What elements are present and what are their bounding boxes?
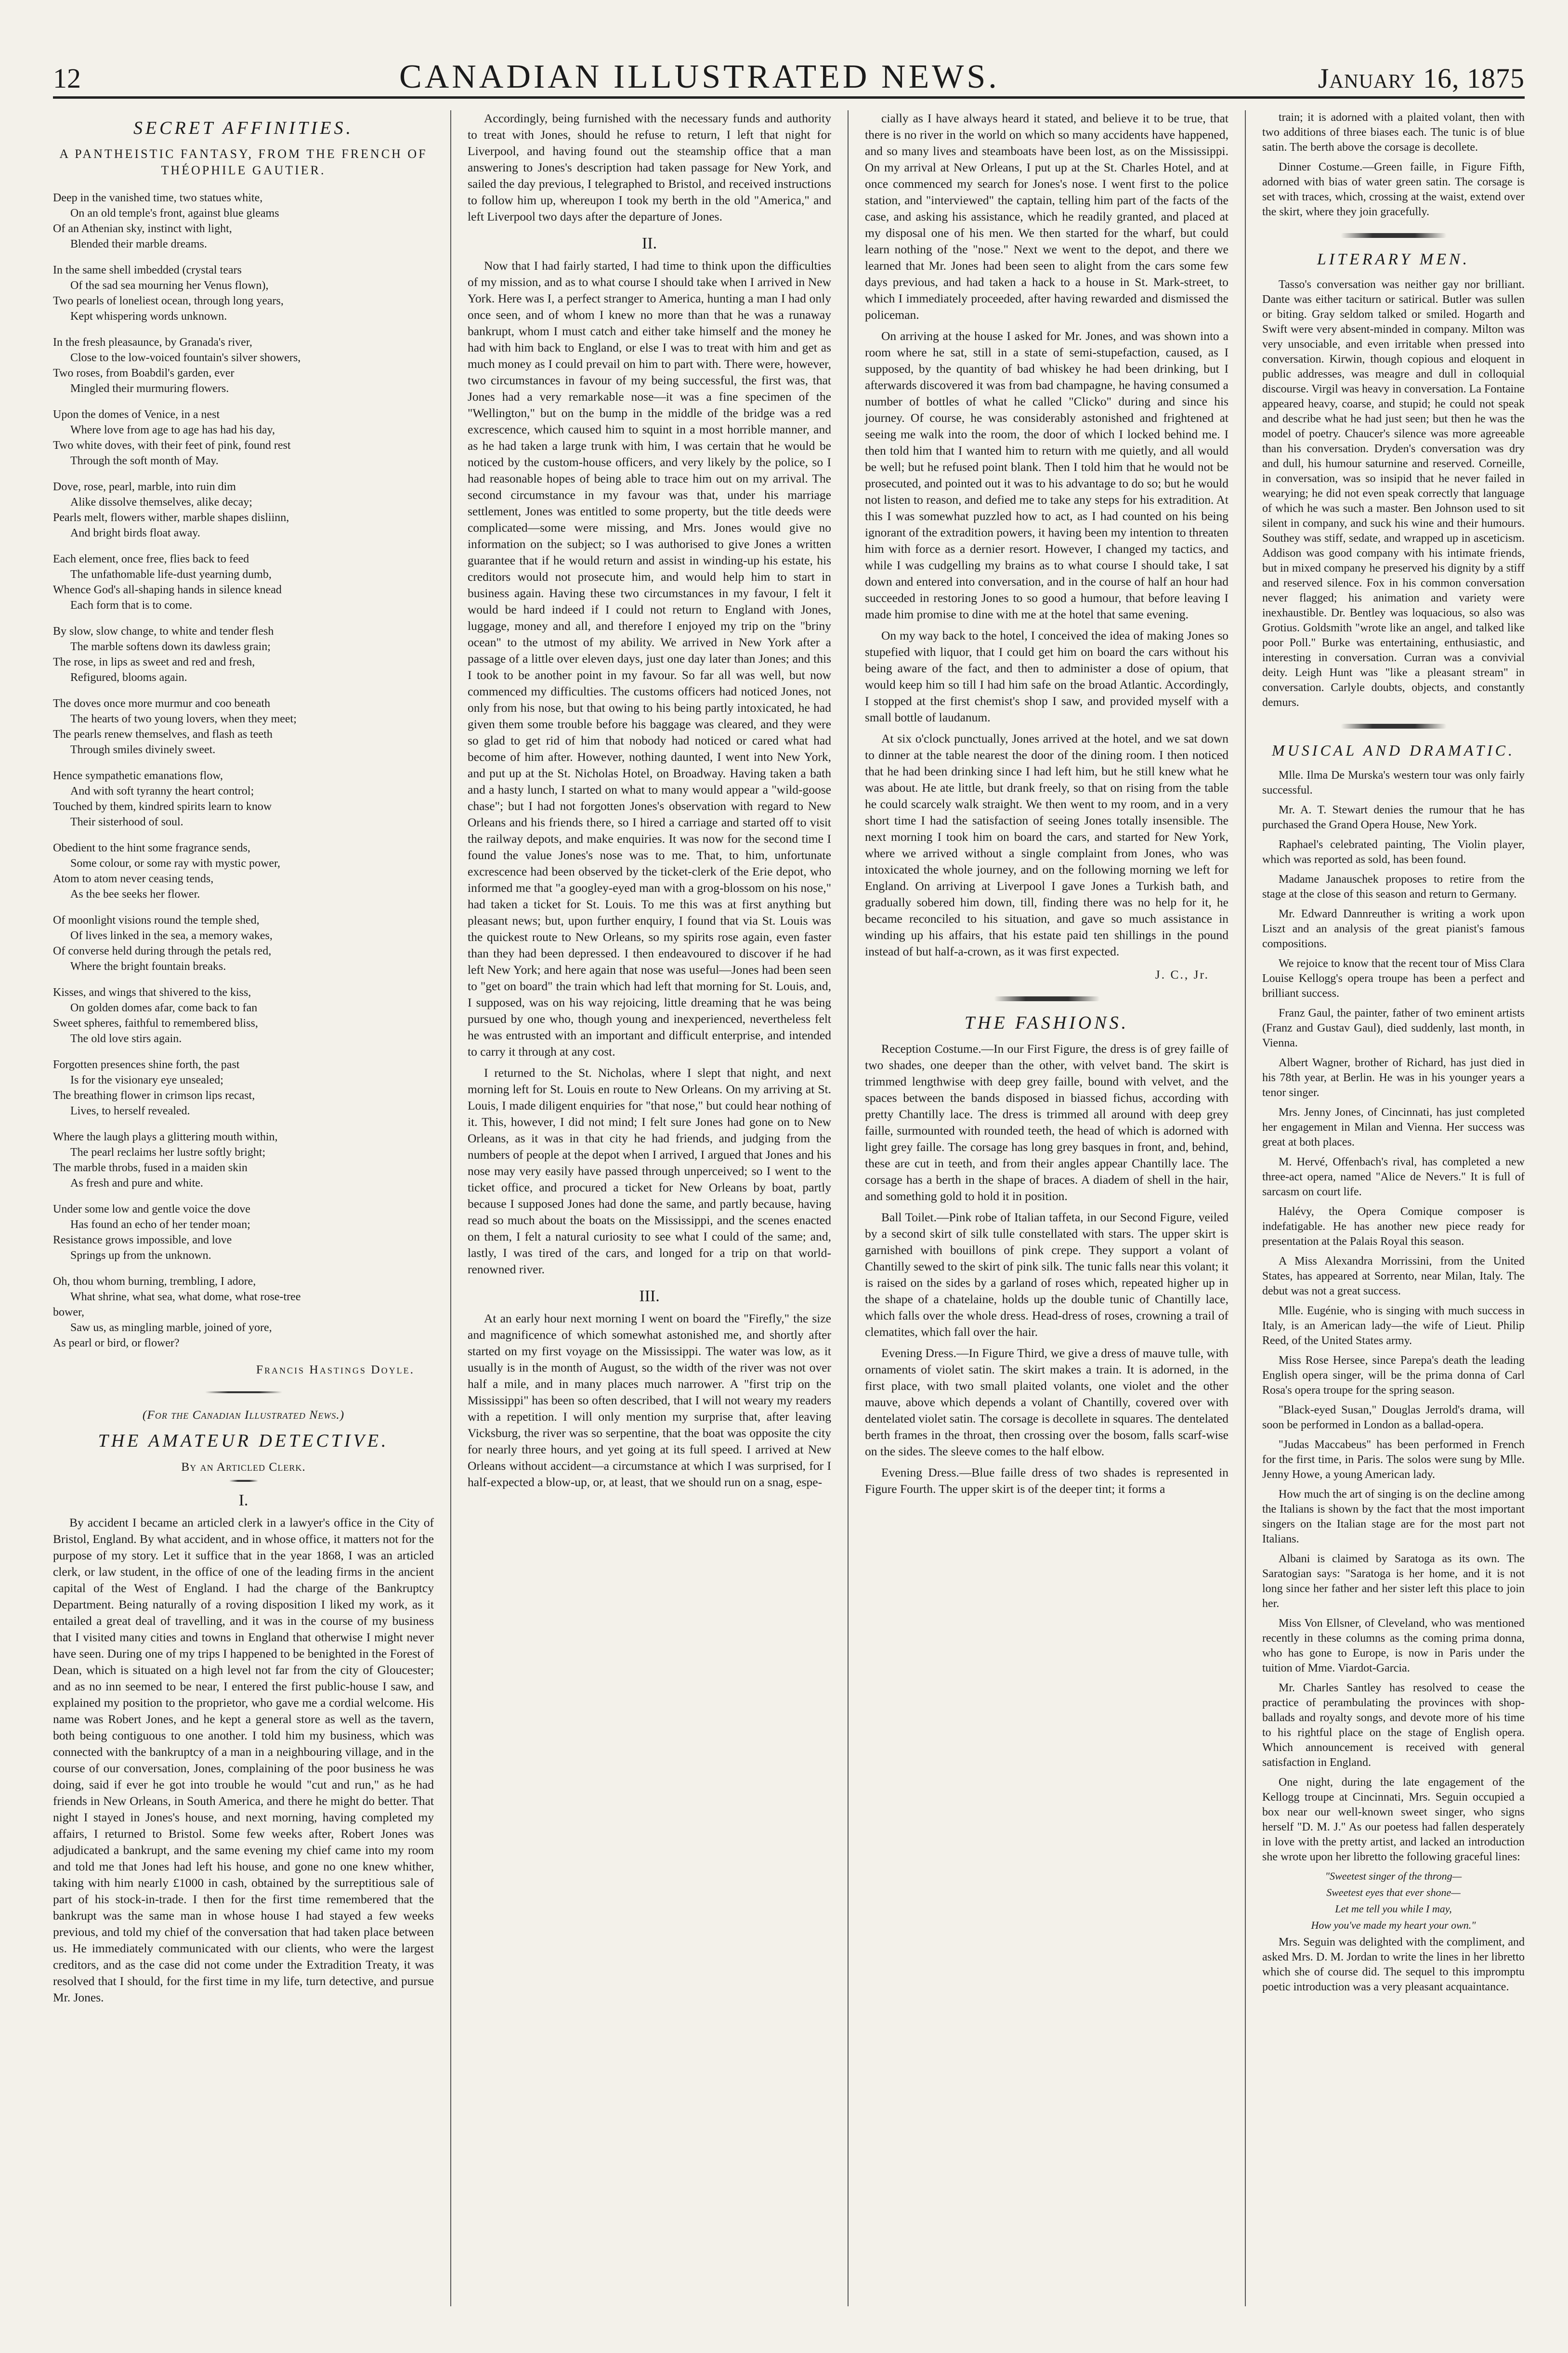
poem-line: Resistance grows impossible, and love [53, 1234, 232, 1246]
poem-line: Springs up from the unknown. [70, 1249, 211, 1262]
music-item: Mlle. Ilma De Murska's western tour was only fairly successful. [1262, 769, 1525, 797]
story-paragraph: At six o'clock punctually, Jones arrived at the hotel, and we sat down to dinner at the table nearest the door of the dining room. I then noticed that he had been drinking since I had left him, but he still knew what he was about. He ate little, but drank freely, so that on rising from the table he could scarcely walk straight. We then went to my room, and in a very short time I had the satisfaction of seeing Jones totally insensible. The next morning I took him on board the cars, and started for New York, where we arrived without a single complaint from Jones, who was intoxicated the whole journey, and on the following morning we left for England. On arriving at Liverpool I gave Jones a Turkish bath, and gradually sobered him down, till, finding there was no help for it, he became reconciled to his situation, and gave so much assistance in winding up his affairs, that his estate paid ten shillings in the pound instead of but half-a-crown, as it was first expected. [865, 732, 1228, 958]
music-item: Mr. A. T. Stewart denies the rumour that he has purchased the Grand Opera House, New York. [1262, 804, 1525, 831]
poem-line: Whence God's all-shaping hands in silence knead [53, 584, 282, 596]
poem-line: Close to the low-voiced fountain's silver showers, [70, 352, 301, 364]
poem-line: Refigured, blooms again. [70, 671, 187, 684]
story-paragraph: By accident I became an articled clerk in a lawyer's office in the City of Bristol, England. By what accident, and in whose office, it matters not for the purpose of my story. Let it suffice that in the year 1868, I was an articled clerk, or law student, in the office of one of the leading firms in the ancient capital of the West of England. I had the charge of the Bankruptcy Department. Being naturally of a roving disposition I liked my work, as it entailed a great deal of travelling, and it was in the course of my business that I visited many cities and towns in England that otherwise I might never have seen. During one of my trips I happened to be benighted in the Forest of Dean, which is situated on a high level not far from the city of Gloucester; and as no inn seemed to be near, I entered the first public-house I saw, and explained my position to the proprietor, who gave me a cordial welcome. His name was Robert Jones, and he kept a general store as well as the tavern, both being contiguous to one another. I told him my business, which was connected with the bankruptcy of a man in a neighbouring village, and in the course of our conversation, Jones, complaining of the poor business he was doing, said if ever he got into trouble he would "cut and run," as he had friends in New Orleans, in South America, and there he might do better. That night I stayed in Jones's house, and next morning, having completed my affairs, I returned to Bristol. Some few weeks after, Robert Jones was adjudicated a bankrupt, and the same evening my chief came into my room and told me that Jones had left his house, and gone no one knew whither, taking with him nearly £1000 in cash, obtained by the surreptitious sale of part of his stock-in-trade. I then for the first time remembered that the bankrupt was the same man in whose house I had stayed a few weeks previous, and told my chief of the conversation that had taken place between us. He immediately communicated with our clients, who were the largest creditors, and as the case did not come under the Extradition Treaty, it was resolved that I should, for the first time in my life, turn detective, and pursue Mr. Jones. [53, 1516, 434, 2004]
poem-line: Some colour, or some ray with mystic power, [70, 857, 280, 870]
music-item: Franz Gaul, the painter, father of two eminent artists (Franz and Gustav Gaul), died suddenly, last month, in Vienna. [1262, 1007, 1525, 1049]
poem-stanza [53, 1274, 434, 1351]
section-number: I. [238, 1491, 248, 1509]
literary-men-text: Tasso's conversation was neither gay nor brilliant. Dante was either taciturn or satirical. Butler was sullen or biting. Gray seldom talked or smiled. Hogarth and Swift were very absent-minded in company. Milton was very unsociable, and even irritable when pressed into conversation. Kirwin, though copious and eloquent in public addresses, was meagre and dull in colloquial discourse. Virgil was heavy in conversation. La Fontaine appeared heavy, coarse, and stupid; he could not speak and describe what he had just seen; but then he was the model of poetry. Chaucer's silence was more agreeable than his conversation. Dryden's conversation was dry and dull, his humour saturnine and reserved. Corneille, in conversation, was so insipid that he never failed in wearying; he did not even speak correctly that language of which he was such a master. Ben Johnson used to sit silent in company, and suck his wine and their humours. Southey was stiff, sedate, and wrapped up in asceticism. Addison was good company with his intimate friends, but in mixed company he preserved his dignity by a stiff and reserved silence. Fox in his common conversation never flagged; his animation and variety were inexhaustible. Dr. Bentley was loquacious, so also was Grotius. Goldsmith "wrote like an angel, and talked like poor Poll." Burke was entertaining, enthusiastic, and interesting in conversation. Curran was a convivial deity. Leigh Hunt was "like a pleasant stream" in conversation. Carlyle doubts, objects, and constantly demurs. [1262, 278, 1525, 709]
poem-line: Of the sad sea mourning her Venus flown), [70, 279, 269, 292]
page-number: 12 [53, 63, 81, 94]
poem-stanza [53, 407, 434, 469]
poem-stanza [53, 1202, 434, 1263]
poem-line: Of converse held during through the petals red, [53, 945, 272, 957]
story-paragraph: On my way back to the hotel, I conceived the idea of making Jones so stupefied with liquor, that I could get him on board the cars without his being aware of the fact, and then to administer a dose of opium, that would keep him so till I had him safe on the broad Atlantic. Accordingly, I stopped at the first chemist's shop I saw, and provided myself with a small bottle of laudanum. [865, 628, 1228, 724]
music-item: "Black-eyed Susan," Douglas Jerrold's drama, will soon be performed in London as a ballad-opera. [1262, 1404, 1525, 1431]
poem-line: Hence sympathetic emanations flow, [53, 770, 223, 782]
fashions-continued [1262, 110, 1525, 220]
fashion-paragraph: Dinner Costume.—Green faille, in Figure Fifth, adorned with bias of water green satin. The corsage is set with traces, which, crossing at the waist, extend over the skirt, where they join gracefully. [1262, 161, 1525, 218]
poem-body [53, 190, 434, 1351]
poem-line: In the fresh pleasaunce, by Granada's river, [53, 336, 252, 349]
poem-line: The pearl reclaims her lustre softly bright; [70, 1146, 266, 1159]
poem-line: Where the bright fountain breaks. [70, 960, 226, 973]
column-1 [53, 110, 450, 2306]
story-signature: J. C., Jr. [1155, 967, 1209, 981]
music-item: Albert Wagner, brother of Richard, has just died in his 78th year, at Berlin. He was in his younger years a tenor singer. [1262, 1057, 1525, 1099]
poem-line: As fresh and pure and white. [70, 1177, 203, 1190]
music-item: We rejoice to know that the recent tour of Miss Clara Louise Kellogg's opera troupe has been a perfect and brilliant success. [1262, 957, 1525, 1000]
poem-stanza [53, 1129, 434, 1191]
story-text [468, 258, 831, 1278]
poem-line: Sweet spheres, faithful to remembered bliss, [53, 1017, 258, 1030]
story-paragraph: cially as I have always heard it stated, and believe it to be true, that there is no river in the world on which so many accidents have happened, and so many lives and steamboats have been lost, as on the Mississippi. On my arrival at New Orleans, I put up at the St. Charles Hotel, and at once commenced my search for Jones's nose. I went first to the police station, and "interviewed" the captain, telling him part of the facts of the case, and asking his assistance, which he readily granted, and placed at my disposal one of his men. We then started for the wharf, but could learn nothing of the "nose." Next we went to the depot, and there we learned that Mr. Jones had been seen to alight from the cars some few days previous, and had taken a hack to a house in St. Mark-street, to which I immediately proceeded, after having rewarded and dismissed the policeman. [865, 111, 1228, 322]
divider [994, 996, 1100, 1001]
column-2 [450, 110, 848, 2306]
musical-verse [1262, 1869, 1525, 1932]
poem-line: Has found an echo of her tender moan; [70, 1218, 250, 1231]
poem-line: Is for the visionary eye unsealed; [70, 1074, 223, 1086]
story-credit: (For the Canadian Illustrated News.) [142, 1408, 345, 1422]
poem-line: And with soft tyranny the heart control; [70, 785, 254, 797]
poem-line: The hearts of two young lovers, when they meet; [70, 713, 297, 725]
music-item: Raphael's celebrated painting, The Violin player, which was reported as sold, has been found. [1262, 838, 1525, 866]
poem-stanza [53, 335, 434, 396]
poem-line: The rose, in lips as sweet and red and fresh, [53, 656, 255, 668]
story-text [468, 1310, 831, 1490]
poem-line: Where love from age to age has had his day, [70, 424, 275, 436]
poem-stanza [53, 479, 434, 541]
story-text [865, 110, 1228, 960]
music-item: Mlle. Eugénie, who is singing with much success in Italy, is an American lady—the wife of Lieut. Philip Reed, of the United States army. [1262, 1305, 1525, 1347]
poem-line: Lives, to herself revealed. [70, 1105, 190, 1117]
poem-line: Forgotten presences shine forth, the past [53, 1059, 240, 1071]
fashion-paragraph: Ball Toilet.—Pink robe of Italian taffeta, in our Second Figure, veiled by a second skirt of silk tulle constellated with stars. The upper skirt is garnished with bouillons of pink crepe. They support a volant of Chantilly sewed to the skirt of pink silk. The tunic falls near this volant; it is raised on the sides by a garland of roses which, repeated higher up in the shape of a chatelaine, holds up the double tunic of Chantilly lace, which falls over the whole dress. Head-dress of roses, crowning a trail of clematites, which fall over the hair. [865, 1210, 1228, 1339]
story-text [53, 1515, 434, 2006]
fashions-title: THE FASHIONS. [964, 1013, 1129, 1033]
story-paragraph: Now that I had fairly started, I had time to think upon the difficulties of my mission, and as to what course I should take when I arrived in New York. Here was I, a perfect stranger to America, hunting a man I had only once seen, and of whom I knew no more than that he was a runaway bankrupt, whom I must catch and either take himself and the money he had with him back to England, or else I was to treat with him and get as much money as I could prevail on him to part with. There were, however, two circumstances in favour of my being successful, the first was, that Jones had a very remarkable nose—it was a fine specimen of the "Wellington," but on the bump in the middle of the bridge was a red excrescence, which caused him to squint in a most horrible manner, and as he had taken a large trunk with him, I was certain that he would be noticed by the custom-house officers, and very likely by the police, so I had reasonable hopes of being able to trace him out on my arrival. The second circumstance in my favour was that, under his marriage settlement, Jones was entitled to some property, but the title deeds were complicated—some were missing, and Mrs. Jones would give no information on the subject; so I was authorised to give Jones a written guarantee that if he would return and assist in winding-up his estate, his creditors would not prosecute him, and would help him to start in business again. Having these two circumstances in my favour, I felt it would be hard indeed if I could not return to England with Jones, luggage, money and all, and therefore I enjoyed my trip on the "briny ocean" to the utmost of my ability. We arrived in New York after a passage of a little over eleven days, just one day later than Jones; and this I took to be another point in my favour. So far all was well, but now commenced my difficulties. The customs officers had noticed Jones, not only from his nose, but that owing to his being partly intoxicated, he had given them some trouble before his baggage was cleared, and they were so glad to get rid of him that nobody had noticed or cared what had become of him after. However, nothing daunted, I went into New York, and put up at the St. Nicholas Hotel, on Broadway. Having taken a bath and a hasty lunch, I started on what to many would appear a "wild-goose chase"; but I had not forgotten Jones's observation with regard to New Orleans and his friends there, so I hired a carriage and started off to visit the railway depots, and make enquiries. It was now for the second time I found the value Jones's nose was to me. That, to him, unfortunate excrescence had been observed by the ticket-clerk of the Erie depot, who informed me that "a googley-eyed man with a grog-blossom on his nose," had taken a ticket for St. Louis. To me this was at first anything but pleasant news; but, upon further enquiry, I found that via St. Louis was the quickest route to New Orleans, so my spirits rose again, even faster than they had been depressed. I then endeavoured to discover if he had left New York; and here again that nose was useful—Jones had been seen to "get on board" the train which had left that morning for St. Louis, and, I supposed, was on his way rejoicing, little dreaming that he was being pursued by one who, though young and inexperienced, nevertheless felt he was entrusted with an important and difficult enterprise, and intended to carry it through at any cost. [468, 259, 831, 1059]
poem-line: Their sisterhood of soul. [70, 816, 183, 828]
music-item: Mrs. Jenny Jones, of Cincinnati, has just completed her engagement in Milan and Vienna. Her success was great at both places. [1262, 1106, 1525, 1149]
poem-line: Through smiles divinely sweet. [70, 744, 216, 756]
music-item: A Miss Alexandra Morrissini, from the United States, has appeared at Sorrento, near Milan, Italy. The debut was not a great success. [1262, 1255, 1525, 1297]
verse-line: How you've made my heart your own." [1311, 1919, 1476, 1931]
poem-line: Each form that is to come. [70, 599, 193, 612]
verse-line: Sweetest eyes that ever shone— [1326, 1886, 1461, 1898]
poem-line: On an old temple's front, against blue gleams [70, 207, 279, 220]
poem-stanza [53, 1057, 434, 1119]
poem-stanza [53, 262, 434, 324]
section-number: III. [639, 1287, 660, 1305]
issue-date: January 16, 1875 [1318, 63, 1525, 94]
poem-line: Pearls melt, flowers wither, marble shapes disliinn, [53, 511, 289, 524]
poem-line: Two pearls of loneliest ocean, through long years, [53, 295, 284, 307]
poem-stanza [53, 985, 434, 1046]
poem-signature: Francis Hastings Doyle. [256, 1362, 415, 1376]
column-4 [1245, 110, 1525, 2306]
poem-line: Where the laugh plays a glittering mouth within, [53, 1131, 278, 1143]
music-item: Mr. Edward Dannreuther is writing a work upon Liszt and an analysis of the great pianist's famous compositions. [1262, 908, 1525, 950]
poem-stanza [53, 624, 434, 685]
column-3 [848, 110, 1245, 2306]
poem-line: The marble softens down its dawless grain; [70, 641, 271, 653]
poem-line: Oh, thou whom burning, trembling, I adore, [53, 1275, 256, 1288]
newspaper-title: CANADIAN ILLUSTRATED NEWS. [399, 58, 1000, 95]
music-item: One night, during the late engagement of the Kellogg troupe at Cincinnati, Mrs. Seguin occupied a box near our well-known sweet singer, who signs herself "D. M. J." As our poetess had fallen desperately in love with the pretty artist, and lacked an introduction she wrote upon her libretto the following graceful lines: [1262, 1776, 1525, 1863]
literary-men-title: LITERARY MEN. [1317, 250, 1470, 268]
poem-line: Alike dissolve themselves, alike decay; [70, 496, 252, 509]
poem-stanza [53, 551, 434, 613]
story-text [468, 110, 831, 225]
poem-stanza [53, 768, 434, 830]
musical-closing: Mrs. Seguin was delighted with the compliment, and asked Mrs. D. M. Jordan to write the lines in her libretto which she of course did. The sequel to this impromptu poetic introduction was a very pleasant acquaintance. [1262, 1936, 1525, 1993]
musical-dramatic-items [1262, 768, 1525, 1865]
poem-line: The doves once more murmur and coo beneath [53, 697, 271, 710]
poem-line: Saw us, as mingling marble, joined of yore, [70, 1321, 272, 1334]
poem-line: In the same shell imbedded (crystal tears [53, 264, 242, 276]
poem-line: Each element, once free, flies back to feed [53, 553, 249, 565]
masthead [53, 58, 1525, 99]
story-byline: By an Articled Clerk. [181, 1460, 306, 1474]
poem-line: On golden domes afar, come back to fan [70, 1002, 258, 1014]
poem-line: Blended their marble dreams. [70, 238, 207, 250]
poem-line: As the bee seeks her flower. [70, 888, 200, 901]
verse-line: Let me tell you while I may, [1335, 1903, 1452, 1915]
music-item: Madame Janauschek proposes to retire from the stage at the close of this season and return to Germany. [1262, 873, 1525, 901]
verse-line: "Sweetest singer of the throng— [1325, 1870, 1462, 1882]
poem-line: And bright birds float away. [70, 527, 200, 539]
section-number: II. [641, 235, 657, 252]
music-item: How much the art of singing is on the decline among the Italians is shown by the fact that the most important singers on the Italian stage are for the most part not Italians. [1262, 1488, 1525, 1545]
story-paragraph: Accordingly, being furnished with the necessary funds and authority to treat with Jones, should he refuse to return, I left that night for Liverpool, and having found out the steamship office that a man answering to Jones's description had taken passage for New York, and sailed the day previous, I telegraphed to Bristol, and received instructions to follow him up, whereupon I took my berth in the old "America," and left Liverpool two days after the departure of Jones. [468, 111, 831, 223]
poem-line: The pearls renew themselves, and flash as teeth [53, 728, 273, 741]
poem-line: As pearl or bird, or flower? [53, 1337, 180, 1349]
music-item: Albani is claimed by Saratoga as its own. The Saratogian says: "Saratoga is her home, and it is not long since her father and her sister left this place to join her. [1262, 1553, 1525, 1610]
poem-line: Kisses, and wings that shivered to the kiss, [53, 986, 251, 999]
fashion-paragraph: train; it is adorned with a plaited volant, then with two additions of three biases each. The tunic is of blue satin. The berth above the corsage is decollete. [1262, 111, 1525, 154]
divider [205, 1391, 282, 1393]
columns [53, 110, 1525, 2306]
poem-line: The old love stirs again. [70, 1033, 182, 1045]
poem-title: SECRET AFFINITIES. [133, 118, 354, 138]
poem-line: Two white doves, with their feet of pink, found rest [53, 439, 291, 452]
fashion-paragraph: Reception Costume.—In our First Figure, the dress is of grey faille of two shades, one deeper than the other, with velvet band. The skirt is trimmed lengthwise with deep grey faille, bound with velvet, and the spaces between the bands disposed in biassed fichus, according with pretty Chantilly lace. The dress is trimmed all around with deep grey faille, surmounted with rounded teeth, the head of which is adorned with light grey faille. The corsage has long grey basques in front, and, behind, these are cut in teeth, and from their angles appear Chantilly lace. The corsage has a berth in the shape of braces. A diadem of shell in the hair, and something gold to hold it in position. [865, 1042, 1228, 1203]
fashion-paragraph: Evening Dress.—In Figure Third, we give a dress of mauve tulle, with ornaments of violet satin. The skirt makes a train. It is adorned, in the first place, with two small plaited volants, one violet and the other mauve, above which depends a volant of Chantilly, covered over with dentelated violet satin. The corsage is decollete in squares. The dentelated berth frames in the throat, then crossing over the bosom, falls scarf-wise on the sides. The sleeve comes to the half elbow. [865, 1346, 1228, 1458]
fashion-paragraph: Evening Dress.—Blue faille dress of two shades is represented in Figure Fourth. The upper skirt is of the deeper tint; it forms a [865, 1465, 1228, 1496]
musical-dramatic-title: MUSICAL AND DRAMATIC. [1272, 742, 1515, 759]
poem-line: The breathing flower in crimson lips recast, [53, 1089, 255, 1102]
poem-stanza [53, 190, 434, 252]
music-item: "Judas Maccabeus" has been performed in French for the first time, in Paris. The solos were sung by Mlle. Jenny Howe, a young American lady. [1262, 1438, 1525, 1481]
poem-line: Through the soft month of May. [70, 455, 219, 467]
poem-line: The marble throbs, fused in a maiden skin [53, 1162, 248, 1174]
poem-line: Of moonlight visions round the temple shed, [53, 914, 260, 927]
poem-line: Kept whispering words unknown. [70, 310, 227, 323]
music-item: Miss Von Ellsner, of Cleveland, who was mentioned recently in these columns as the coming prima donna, who has gone to Europe, is now in Paris under the tuition of Mme. Viardot-Garcia. [1262, 1617, 1525, 1674]
poem-line: By slow, slow change, to white and tender flesh [53, 625, 274, 638]
story-paragraph: I returned to the St. Nicholas, where I slept that night, and next morning left for St. Louis en route to New Orleans. On my arriving at St. Louis, I made diligent enquiries for "that nose," but could hear nothing of it. This, however, I did not mind; I felt sure Jones had gone on to New Orleans, as it was in that city he had friends, and judging from the numbers of people at the depot when I arrived, I argued that Jones and his nose may very easily have passed through unperceived; so I went to the ticket office, and procured a ticket for New Orleans by boat, partly because I supposed Jones had done the same, and partly because, having read so much about the boats on the Mississippi, and the scenes enacted on them, I felt a natural curiosity to see what I could of the same; and, lastly, I was tired of the cars, and longed for a trip on that world-renowned river. [468, 1066, 831, 1276]
poem-stanza [53, 913, 434, 974]
poem-line: Touched by them, kindred spirits learn to know [53, 800, 272, 813]
poem-line: Atom to atom never ceasing tends, [53, 873, 214, 885]
poem-line: Two roses, from Boabdil's garden, ever [53, 367, 235, 379]
poem-line: Under some low and gentle voice the dove [53, 1203, 250, 1216]
divider [229, 1480, 258, 1482]
poem-line: Deep in the vanished time, two statues white, [53, 192, 263, 204]
story-paragraph: At an early hour next morning I went on board the "Firefly," the size and magnificence of which somewhat astonished me, and shortly after started on my first voyage on the Mississippi. The water was low, as it usually is in the month of August, so the width of the river was not over half a mile, and in many places much narrower. A "first trip on the Mississippi" has been so often described, that I will not weary my readers with a repetition. I will only mention my surprise that, after leaving Vicksburg, the river was so serpentine, that the boat was opposite the city for nearly three hours, and yet going at its full speed. I arrived at New Orleans without accident—a circumstance at which I was surprised, for I half-expected a blow-up, or, at least, that we should run on a snag, espe- [468, 1311, 831, 1489]
music-item: M. Hervé, Offenbach's rival, has completed a new three-act opera, named "Alice de Nevers." It is full of sarcasm on court life. [1262, 1156, 1525, 1198]
poem-line: Upon the domes of Venice, in a nest [53, 408, 220, 421]
poem-line: Of lives linked in the sea, a memory wakes, [70, 929, 273, 942]
poem-stanza [53, 840, 434, 902]
poem-line: bower, [53, 1306, 85, 1319]
story-title: THE AMATEUR DETECTIVE. [98, 1431, 389, 1451]
poem-subtitle: A PANTHEISTIC FANTASY, FROM THE FRENCH OF THÉOPHILE GAUTIER. [59, 147, 428, 177]
poem-line: Of an Athenian sky, instinct with light, [53, 222, 232, 235]
music-item: Miss Rose Hersee, since Parepa's death the leading English opera singer, will be the prima donna of Carl Rosa's opera troupe for the spring season. [1262, 1354, 1525, 1397]
poem-line: Mingled their murmuring flowers. [70, 382, 229, 395]
poem-line: Dove, rose, pearl, marble, into ruin dim [53, 481, 236, 493]
poem-line: Obedient to the hint some fragrance sends, [53, 842, 250, 854]
divider [1341, 724, 1447, 729]
poem-line: The unfathomable life-dust yearning dumb, [70, 568, 272, 581]
poem-stanza [53, 696, 434, 758]
music-item: Mr. Charles Santley has resolved to cease the practice of perambulating the provinces with shop-ballads and royalty songs, and devote more of his time to his rightful place on the stage of English opera. Which announcement is received with general satisfaction in England. [1262, 1682, 1525, 1769]
poem-line: What shrine, what sea, what dome, what rose-tree [70, 1291, 301, 1303]
divider [1341, 233, 1447, 238]
story-paragraph: On arriving at the house I asked for Mr. Jones, and was shown into a room where he sat, still in a state of semi-stupefaction, caused, as I supposed, by the quantity of bad whiskey he had been drinking, but I afterwards discovered it was from bad champagne, he having consumed a number of bottles of what he called "Clicko" during and since his journey. Of course, he was considerably astonished and frightened at seeing me walk into the room, the door of which I locked behind me. I then told him that I wanted him to return with me quietly, and all would be well; but he refused point blank. Then I told him that he would not be prosecuted, and pointed out it was to his advantage to do so; but he would not listen to reason, and defied me to take any steps for his extradition. At this I was somewhat puzzled how to act, as I had counted on his being ignorant of the extradition powers, it having been my intention to threaten him with force as a dernier resort. However, I changed my tactics, and while I was cudgelling my brains as to what course I should take, I sat down and entered into conversation, and in the course of half an hour had succeeded in restoring Jones to so good a humour, that before leaving I made him promise to dine with me at the hotel that same evening. [865, 329, 1228, 621]
music-item: Halévy, the Opera Comique composer is indefatigable. He has another new piece ready for presentation at the Palais Royal this season. [1262, 1205, 1525, 1248]
fashions-text [865, 1041, 1228, 1497]
